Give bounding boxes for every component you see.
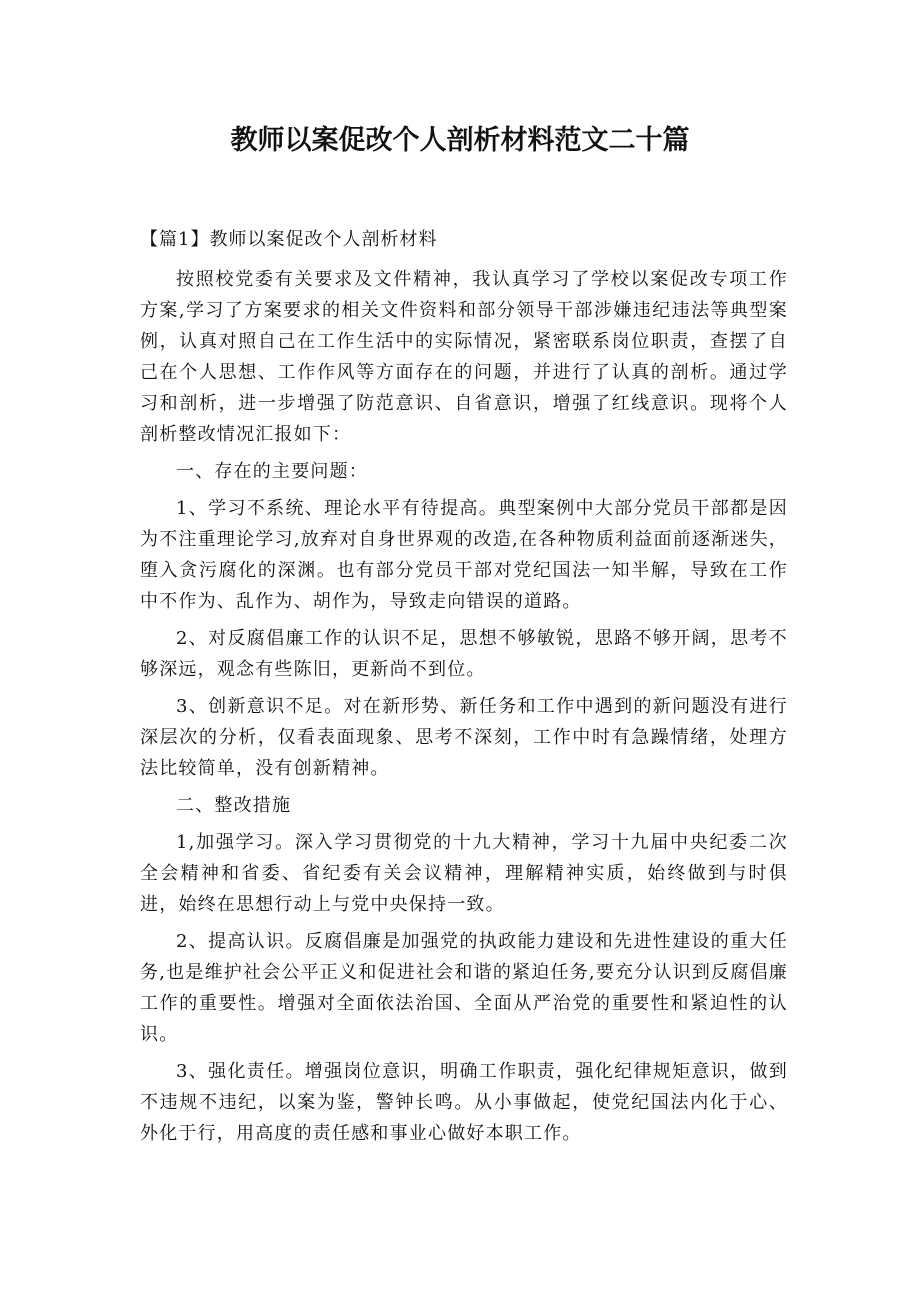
paragraph-measure-3: 3、强化责任。增强岗位意识，明确工作职责，强化纪律规矩意识，做到不违规不违纪，以案为鉴，警钟长鸣。从小事做起，使党纪国法内化于心、外化于行，用高度的责任感和事业心做好本职工作。	[140, 1061, 788, 1144]
document-body	[140, 226, 788, 1155]
paragraph-problem-2: 2、对反腐倡廉工作的认识不足，思想不够敏锐，思路不够开阔，思考不够深远，观念有些陈旧，更新尚不到位。	[140, 628, 788, 680]
paragraph-problems-heading: 一、存在的主要问题：	[176, 461, 368, 482]
paragraph-problem-1: 1、学习不系统、理论水平有待提高。典型案例中大部分党员干部都是因为不注重理论学习,放弃对自身世界观的改造,在各种物质利益面前逐渐迷失，堕入贪污腐化的深渊。也有部分党员干部对党纪国法一知半解，导致在工作中不作为、乱作为、胡作为，导致走向错误的道路。	[140, 498, 788, 612]
paragraph-problem-3: 3、创新意识不足。对在新形势、新任务和工作中遇到的新问题没有进行深层次的分析，仅看表面现象、思考不深刻，工作中时有急躁情绪，处理方法比较简单，没有创新精神。	[140, 696, 788, 779]
paragraph-measures-heading: 二、整改措施	[176, 795, 292, 816]
section-heading: 【篇1】教师以案促改个人剖析材料	[140, 229, 438, 250]
paragraph-measure-2: 2、提高认识。反腐倡廉是加强党的执政能力建设和先进性建设的重大任务,也是维护社会公平正义和促进社会和谐的紧迫任务,要充分认识到反腐倡廉工作的重要性。增强对全面依法治国、全面从严治党的重要性和紧迫性的认识。	[140, 931, 788, 1045]
paragraph-measure-1: 1,加强学习。深入学习贯彻党的十九大精神，学习十九届中央纪委二次全会精神和省委、省纪委有关会议精神，理解精神实质，始终做到与时俱进，始终在思想行动上与党中央保持一致。	[140, 832, 788, 915]
paragraph-intro: 按照校党委有关要求及文件精神，我认真学习了学校以案促改专项工作方案,学习了方案要求的相关文件资料和部分领导干部涉嫌违纪违法等典型案例，认真对照自己在工作生活中的实际情况，紧密联系岗位职责，查摆了自己在个人思想、工作作风等方面存在的问题，并进行了认真的剖析。通过学习和剖析，进一步增强了防范意识、自省意识，增强了红线意识。现将个人剖析整改情况汇报如下：	[140, 269, 788, 445]
document-title: 教师以案促改个人剖析材料范文二十篇	[230, 125, 690, 156]
